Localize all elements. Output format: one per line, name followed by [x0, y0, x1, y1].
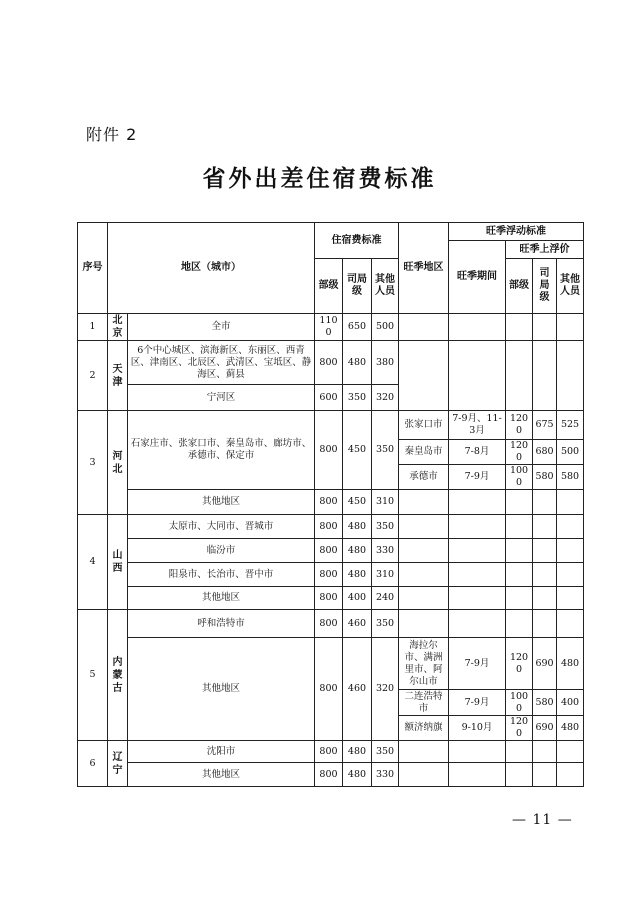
city-cell: 其他地区: [128, 763, 315, 787]
peak-bu-value: 1200: [506, 411, 533, 440]
header-lodging: 住宿费标准: [315, 223, 399, 259]
peak-other-value: 400: [557, 690, 584, 716]
city-cell: 6个中心城区、滨海新区、东丽区、西青区、津南区、北辰区、武清区、宝坻区、静海区、蓟县: [128, 341, 315, 385]
si-value: 480: [343, 763, 372, 787]
bu-value: 800: [315, 563, 343, 587]
city-cell: 沈阳市: [128, 741, 315, 763]
bu-value: 800: [315, 610, 343, 638]
header-peak-up: 旺季上浮价: [506, 241, 584, 259]
si-value: 480: [343, 741, 372, 763]
province-name: 山西: [108, 515, 128, 610]
table-row: [78, 539, 584, 563]
row-seq: 1: [78, 314, 108, 341]
city-cell: 其他地区: [128, 638, 315, 741]
si-value: 450: [343, 490, 372, 515]
si-value: 480: [343, 515, 372, 539]
page-title: 省外出差住宿费标准: [202, 166, 437, 192]
bu-value: 800: [315, 341, 343, 385]
city-cell: 其他地区: [128, 490, 315, 515]
peak-period: 7-9月、11-3月: [449, 411, 506, 440]
other-value: 350: [372, 741, 399, 763]
header-bu: 部级: [315, 259, 343, 314]
peak-si-value: 690: [533, 716, 557, 741]
table-row: [78, 341, 584, 385]
peak-bu-value: 1200: [506, 440, 533, 465]
city-cell: 石家庄市、张家口市、秦皇岛市、廊坊市、承德市、保定市: [128, 411, 315, 490]
other-value: 330: [372, 539, 399, 563]
header-other: 其他人员: [372, 259, 399, 314]
bu-value: 600: [315, 385, 343, 411]
si-value: 480: [343, 539, 372, 563]
other-value: 240: [372, 587, 399, 610]
province-name: 河北: [108, 411, 128, 515]
peak-other-value: 480: [557, 638, 584, 690]
peak-si-value: 690: [533, 638, 557, 690]
city-cell: 宁河区: [128, 385, 315, 411]
peak-period: 7-9月: [449, 465, 506, 490]
header-seq: 序号: [78, 223, 108, 314]
other-value: 330: [372, 763, 399, 787]
bu-value: 1100: [315, 314, 343, 341]
peak-other-value: 480: [557, 716, 584, 741]
peak-bu-value: 1000: [506, 465, 533, 490]
table-row: [78, 490, 584, 515]
peak-region: 张家口市: [399, 411, 449, 440]
header-peak-period: 旺季期间: [449, 241, 506, 314]
peak-si-value: 680: [533, 440, 557, 465]
bu-value: 800: [315, 539, 343, 563]
other-value: 350: [372, 515, 399, 539]
lodging-standard-table: [77, 222, 584, 787]
header-peak-region: 旺季地区: [399, 223, 449, 314]
si-value: 350: [343, 385, 372, 411]
peak-region: 额济纳旗: [399, 716, 449, 741]
peak-region: 承德市: [399, 465, 449, 490]
other-value: 310: [372, 563, 399, 587]
bu-value: 800: [315, 515, 343, 539]
row-seq: 4: [78, 515, 108, 610]
header-row: [78, 223, 584, 241]
province-name: 辽宁: [108, 741, 128, 787]
other-value: 320: [372, 638, 399, 741]
row-seq: 3: [78, 411, 108, 515]
city-cell: 其他地区: [128, 587, 315, 610]
row-seq: 2: [78, 341, 108, 411]
header-region: 地区（城市）: [108, 223, 315, 314]
peak-period: 7-9月: [449, 638, 506, 690]
city-cell: 阳泉市、长治市、晋中市: [128, 563, 315, 587]
si-value: 450: [343, 411, 372, 490]
other-value: 350: [372, 411, 399, 490]
table-row: [78, 563, 584, 587]
header-bu: 部级: [506, 259, 533, 314]
bu-value: 800: [315, 638, 343, 741]
table-row: [78, 587, 584, 610]
province-name: 天津: [108, 341, 128, 411]
city-cell: 呼和浩特市: [128, 610, 315, 638]
peak-si-value: 580: [533, 465, 557, 490]
peak-period: 7-8月: [449, 440, 506, 465]
peak-other-value: 500: [557, 440, 584, 465]
table-row: [78, 763, 584, 787]
city-cell: 太原市、大同市、晋城市: [128, 515, 315, 539]
peak-region: 二连浩特市: [399, 690, 449, 716]
peak-si-value: 580: [533, 690, 557, 716]
si-value: 400: [343, 587, 372, 610]
header-peak-float: 旺季浮动标准: [449, 223, 584, 241]
peak-bu-value: 1200: [506, 638, 533, 690]
header-si: 司局级: [533, 259, 557, 314]
peak-region: 海拉尔市、满洲里市、阿尔山市: [399, 638, 449, 690]
other-value: 350: [372, 610, 399, 638]
bu-value: 800: [315, 411, 343, 490]
peak-other-value: 525: [557, 411, 584, 440]
page-number: — 11 —: [512, 812, 573, 828]
si-value: 650: [343, 314, 372, 341]
row-seq: 6: [78, 741, 108, 787]
peak-period: 7-9月: [449, 690, 506, 716]
peak-bu-value: 1000: [506, 690, 533, 716]
header-other: 其他人员: [557, 259, 584, 314]
si-value: 460: [343, 638, 372, 741]
si-value: 480: [343, 341, 372, 385]
bu-value: 800: [315, 741, 343, 763]
other-value: 500: [372, 314, 399, 341]
province-name: 内蒙古: [108, 610, 128, 741]
table-row: [78, 515, 584, 539]
peak-other-value: 580: [557, 465, 584, 490]
table-row: [78, 610, 584, 638]
table-row: [78, 638, 584, 690]
other-value: 380: [372, 341, 399, 385]
attachment-label: 附件 2: [86, 125, 138, 144]
peak-region: 秦皇岛市: [399, 440, 449, 465]
table-row: [78, 741, 584, 763]
row-seq: 5: [78, 610, 108, 741]
peak-si-value: 675: [533, 411, 557, 440]
city-cell: 全市: [128, 314, 315, 341]
other-value: 320: [372, 385, 399, 411]
header-si: 司局级: [343, 259, 372, 314]
bu-value: 800: [315, 490, 343, 515]
bu-value: 800: [315, 587, 343, 610]
table-row: [78, 411, 584, 440]
other-value: 310: [372, 490, 399, 515]
si-value: 460: [343, 610, 372, 638]
table-row: [78, 314, 584, 341]
bu-value: 800: [315, 763, 343, 787]
province-name: 北京: [108, 314, 128, 341]
city-cell: 临汾市: [128, 539, 315, 563]
peak-period: 9-10月: [449, 716, 506, 741]
si-value: 480: [343, 563, 372, 587]
peak-bu-value: 1200: [506, 716, 533, 741]
